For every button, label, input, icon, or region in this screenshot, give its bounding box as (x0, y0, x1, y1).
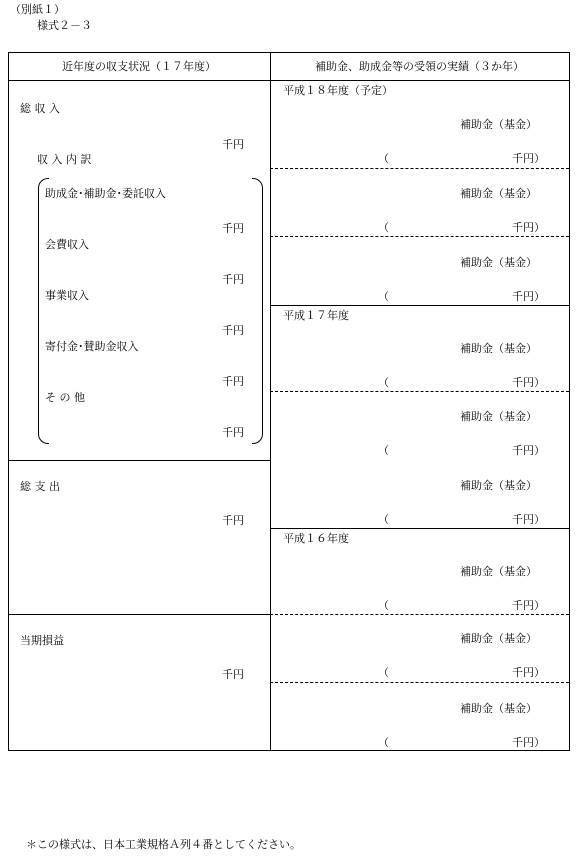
grant-entry-label: 補助金（基金） (460, 565, 537, 578)
amount-unit: 千円） (512, 221, 545, 234)
amount-paren-open: （ (378, 736, 389, 749)
amount-unit: 千円） (512, 666, 545, 679)
amount-unit: 千円） (512, 444, 545, 457)
breakdown-item-label: 会費収入 (45, 238, 89, 251)
grant-entry-label: 補助金（基金） (460, 187, 537, 200)
amount-paren-open: （ (378, 444, 389, 457)
year-label-h16: 平成１６年度 (283, 532, 349, 545)
grant-entry-label: 補助金（基金） (460, 256, 537, 269)
breakdown-title: 収 入 内 訳 (37, 153, 92, 166)
footer-note: ＊この様式は、日本工業規格Ａ列４番としてください。 (26, 838, 301, 851)
breakdown-item-unit: 千円 (222, 375, 244, 388)
amount-paren-open: （ (378, 599, 389, 612)
left-column-header: 近年度の収支状況（１７年度） (62, 60, 216, 73)
grant-entry-label: 補助金（基金） (460, 342, 537, 355)
year-label-h18: 平成１８年度（予定） (283, 84, 393, 97)
breakdown-item-label: 事業収入 (45, 289, 89, 302)
breakdown-item-unit: 千円 (222, 273, 244, 286)
breakdown-item-unit: 千円 (222, 324, 244, 337)
grant-entry-label: 補助金（基金） (460, 479, 537, 492)
amount-unit: 千円） (512, 513, 545, 526)
amount-paren-open: （ (378, 152, 389, 165)
amount-paren-open: （ (378, 376, 389, 389)
total-expense-unit: 千円 (222, 514, 244, 527)
breakdown-item-unit: 千円 (222, 426, 244, 439)
grant-entry-label: 補助金（基金） (460, 702, 537, 715)
amount-paren-open: （ (378, 221, 389, 234)
grant-entry-label: 補助金（基金） (460, 118, 537, 131)
breakdown-item-unit: 千円 (222, 222, 244, 235)
form-number: 様式２－３ (37, 19, 92, 32)
right-column-header: 補助金、助成金等の受領の実績（３か年） (315, 60, 524, 73)
left-bracket (38, 178, 49, 444)
profit-label: 当期損益 (20, 634, 64, 647)
grant-entry-label: 補助金（基金） (460, 410, 537, 423)
amount-unit: 千円） (512, 599, 545, 612)
amount-paren-open: （ (378, 290, 389, 303)
amount-unit: 千円） (512, 290, 545, 303)
breakdown-item-label: そ の 他 (45, 391, 85, 404)
breakdown-item-label: 助成金･補助金･委託収入 (45, 187, 166, 200)
amount-unit: 千円） (512, 152, 545, 165)
total-income-unit: 千円 (222, 138, 244, 151)
annex-label: （別紙１） (10, 3, 65, 16)
year-label-h17: 平成１７年度 (283, 309, 349, 322)
profit-unit: 千円 (222, 668, 244, 681)
total-expense-label: 総 支 出 (20, 480, 60, 493)
total-income-label: 総 収 入 (20, 102, 60, 115)
grant-entry-label: 補助金（基金） (460, 632, 537, 645)
amount-paren-open: （ (378, 513, 389, 526)
amount-unit: 千円） (512, 736, 545, 749)
right-bracket (252, 178, 263, 444)
breakdown-item-label: 寄付金･賛助金収入 (45, 340, 139, 353)
amount-unit: 千円） (512, 376, 545, 389)
amount-paren-open: （ (378, 666, 389, 679)
